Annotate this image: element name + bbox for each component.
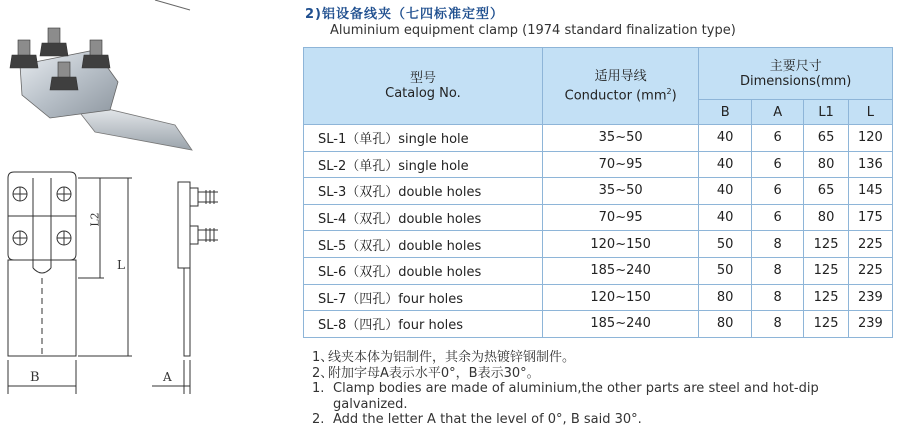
cell-l: 175	[848, 204, 892, 231]
cell-l1: 80	[804, 204, 848, 231]
section-title: 2)铝设备线夹（七四标准定型）	[305, 7, 504, 22]
cell-a: 8	[751, 284, 804, 311]
cell-conductor: 35~50	[542, 178, 699, 205]
cell-a: 8	[751, 311, 804, 338]
header-catalog	[304, 48, 543, 125]
cell-a: 6	[751, 178, 804, 205]
cell-b: 50	[699, 257, 752, 284]
table-header-row	[304, 48, 893, 100]
dimension-l2-label: L2	[88, 212, 102, 227]
note-cn-2: 2、 附加字母A表示水平0°，B表示30°。	[312, 365, 540, 381]
header-catalog-cn: 型号	[409, 71, 436, 86]
cell-l: 145	[848, 178, 892, 205]
cell-a: 6	[751, 151, 804, 178]
front-view-drawing	[0, 168, 150, 400]
cell-a: 6	[751, 204, 804, 231]
cell-l1: 125	[804, 231, 848, 258]
cell-l1: 125	[804, 257, 848, 284]
cell-a: 6	[751, 125, 804, 152]
product-photo	[0, 0, 205, 165]
cell-l1: 80	[804, 151, 848, 178]
cell-l: 239	[848, 311, 892, 338]
cell-l1: 65	[804, 178, 848, 205]
header-dimensions-en: Dimensions(mm)	[740, 73, 852, 89]
header-dimensions-cn: 主要尺寸	[769, 58, 822, 74]
header-conductor	[542, 48, 699, 125]
notes	[312, 350, 892, 428]
cell-conductor: 120~150	[542, 284, 699, 311]
table-row	[304, 231, 893, 258]
note-en-2: 2. Add the letter A that the level of 0°, B said 30°.	[312, 412, 642, 427]
table-row	[304, 178, 893, 205]
header-catalog-en: Catalog No.	[385, 86, 461, 101]
dimension-a-label: A	[163, 370, 172, 384]
cell-conductor: 120~150	[542, 231, 699, 258]
cell-l1: 65	[804, 125, 848, 152]
header-dim-b: B	[699, 100, 752, 125]
cell-b: 50	[699, 231, 752, 258]
note-cn-1: 1、 线夹本体为铝制件，其余为热镀锌钢制件。	[312, 350, 576, 365]
table-row	[304, 125, 893, 152]
header-dim-a: A	[751, 100, 804, 125]
cell-catalog: SL-3（双孔）double holes	[304, 178, 543, 205]
header-conductor-cn: 适用导线	[594, 68, 647, 84]
cell-catalog: SL-6（双孔）double holes	[304, 257, 543, 284]
cell-catalog: SL-8（四孔）four holes	[304, 311, 543, 338]
cell-a: 8	[751, 257, 804, 284]
side-view-drawing	[150, 168, 235, 400]
cell-conductor: 185~240	[542, 311, 699, 338]
cell-b: 40	[699, 151, 752, 178]
cell-catalog: SL-4（双孔）double holes	[304, 204, 543, 231]
cell-conductor: 185~240	[542, 257, 699, 284]
table-row	[304, 311, 893, 338]
table-row	[304, 204, 893, 231]
cell-catalog: SL-7（四孔）four holes	[304, 284, 543, 311]
table-row	[304, 284, 893, 311]
dimension-b-label: B	[30, 370, 40, 385]
header-conductor-en: Conductor $(mm^2)$	[564, 86, 677, 104]
cell-catalog: SL-1（单孔）single hole	[304, 125, 543, 152]
cell-l: 239	[848, 284, 892, 311]
cell-a: 8	[751, 231, 804, 258]
header-dim-l1: L1	[804, 100, 848, 125]
section-subtitle: Aluminium equipment clamp (1974 standard finalization type)	[330, 23, 736, 38]
cell-l: 225	[848, 231, 892, 258]
table-row	[304, 151, 893, 178]
cell-l: 120	[848, 125, 892, 152]
cell-catalog: SL-5（双孔）double holes	[304, 231, 543, 258]
cell-b: 40	[699, 125, 752, 152]
cell-catalog: SL-2（单孔）single hole	[304, 151, 543, 178]
header-dimensions	[699, 48, 893, 100]
cell-conductor: 35~50	[542, 125, 699, 152]
dimension-l-label: L	[117, 258, 125, 272]
cell-l1: 125	[804, 311, 848, 338]
specification-table	[303, 47, 893, 338]
header-dim-l: L	[848, 100, 892, 125]
cell-conductor: 70~95	[542, 151, 699, 178]
cell-l: 136	[848, 151, 892, 178]
cell-conductor: 70~95	[542, 204, 699, 231]
cell-b: 80	[699, 311, 752, 338]
cell-l1: 125	[804, 284, 848, 311]
cell-b: 40	[699, 178, 752, 205]
note-en-1: 1. Clamp bodies are made of aluminium,the other parts are steel and hot-dip galvanized.	[312, 381, 819, 412]
table-row	[304, 257, 893, 284]
cell-b: 80	[699, 284, 752, 311]
cell-l: 225	[848, 257, 892, 284]
cell-b: 40	[699, 204, 752, 231]
